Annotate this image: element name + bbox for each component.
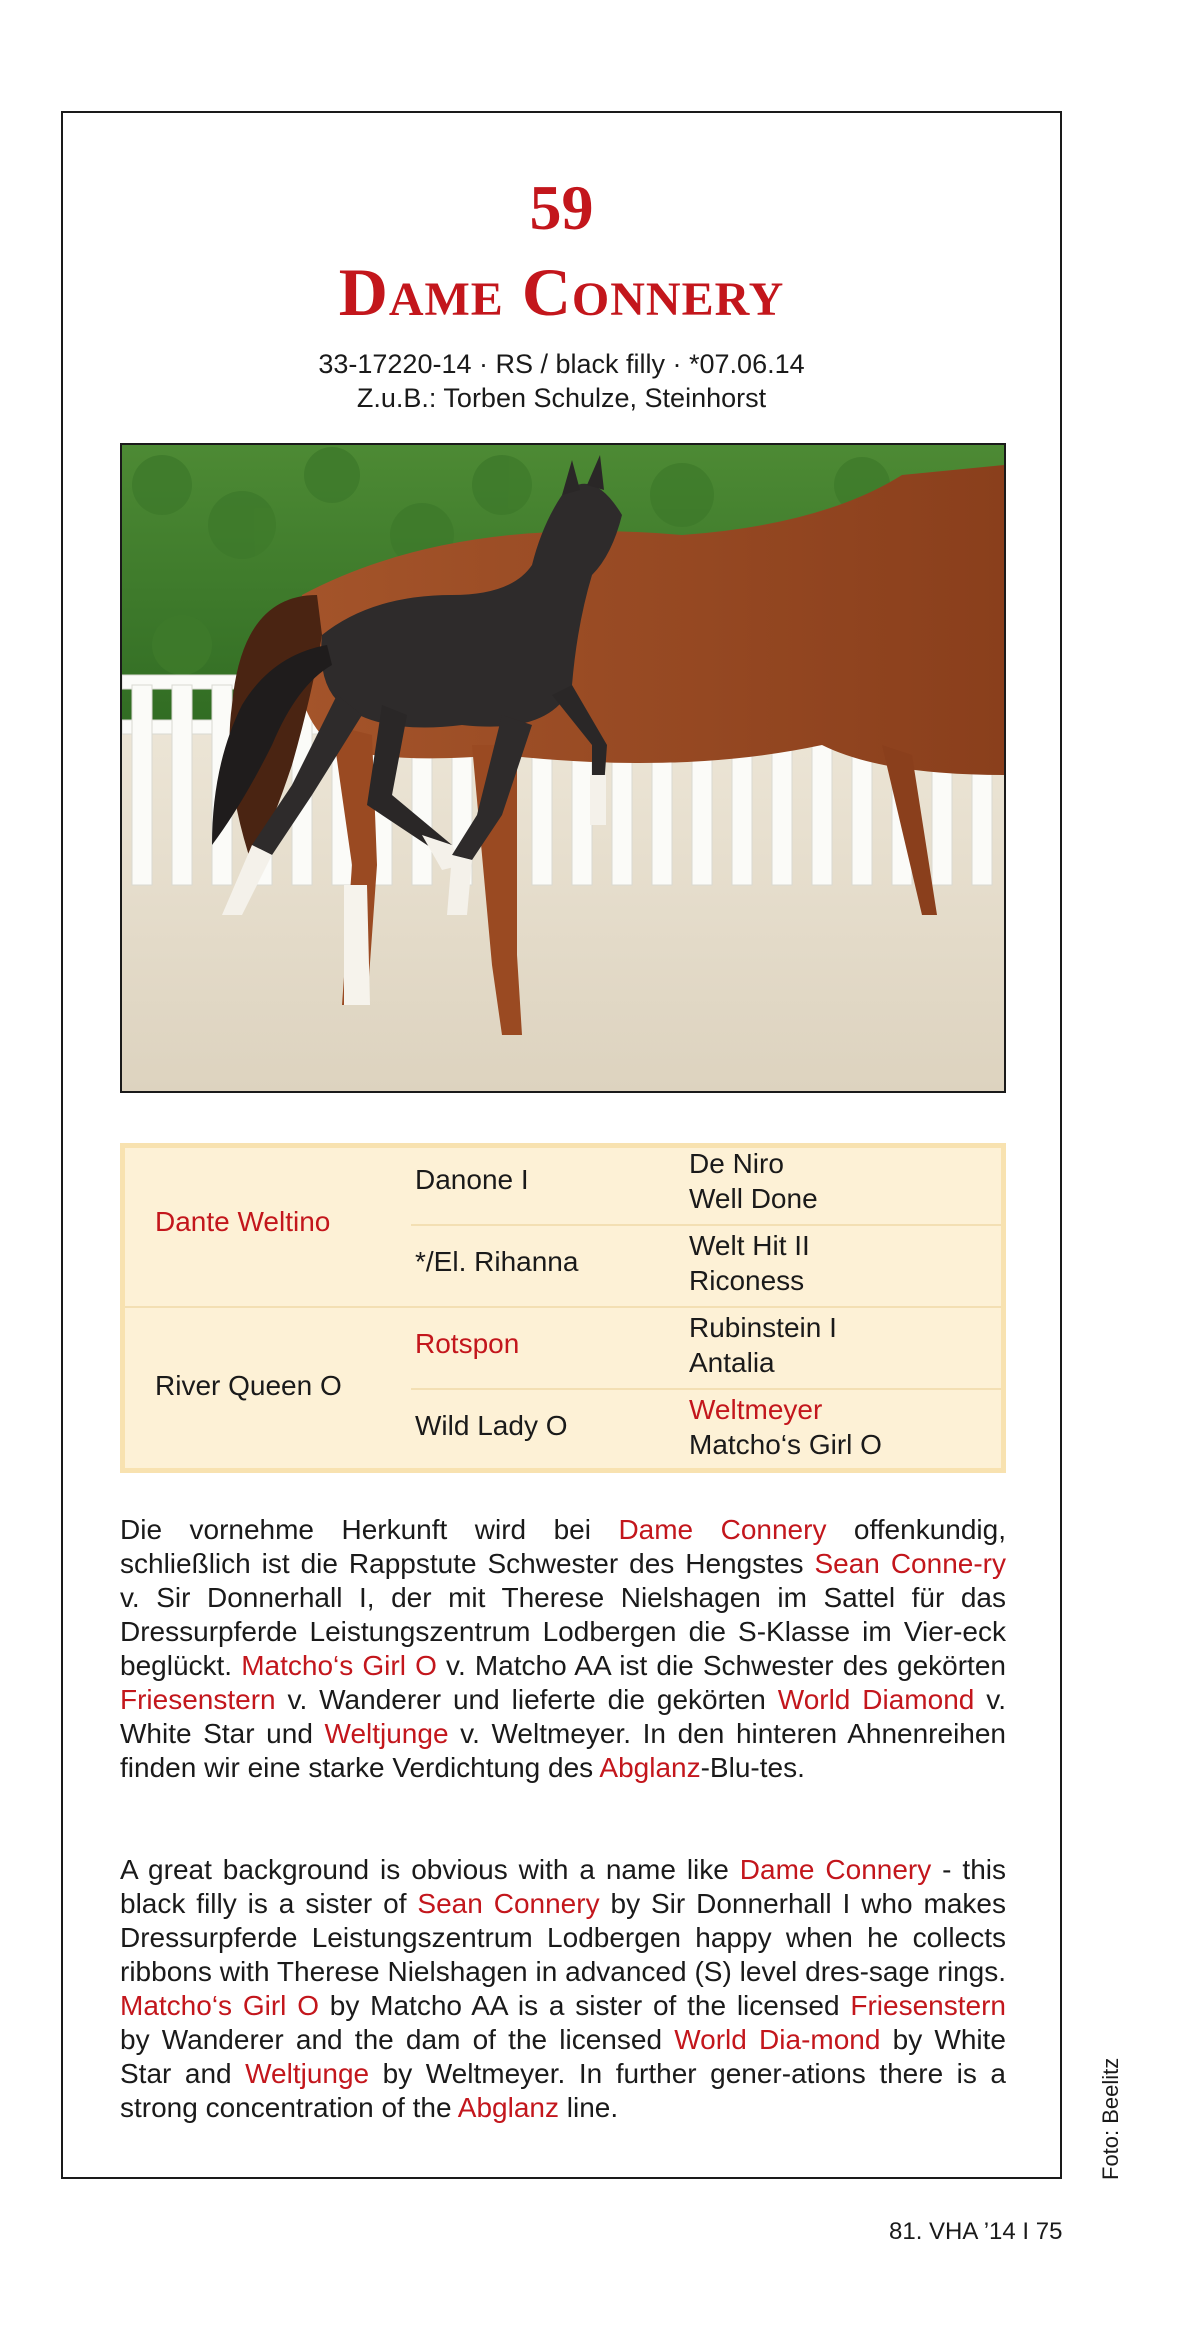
pedigree-sire-sire-sire: De Niro	[689, 1148, 784, 1179]
text-run: v. Sir Donnerhall I, der mit Therese Nielshagen im Sattel für das Dressurpferde Leistungszentrum Lodbergen die S-Klasse im Vier-eck beglückt.	[120, 1582, 1006, 1681]
text-highlight: Matcho‘s Girl O	[241, 1650, 437, 1681]
pedigree-sire-dam-sire: Welt Hit II	[689, 1230, 810, 1261]
text-run: by Weltmeyer. In further gener-ations there is a strong concentration of the	[120, 2058, 1006, 2123]
text-run: -Blu-tes.	[700, 1752, 805, 1783]
description-german	[120, 1513, 1006, 1785]
text-highlight: Dame Connery	[739, 1854, 932, 1885]
text-highlight: World Diamond	[777, 1684, 975, 1715]
text-run: by Wanderer and the dam of the licensed	[120, 2024, 675, 2055]
text-highlight: Friesenstern	[120, 1684, 276, 1715]
text-run: v. White Star und	[120, 1684, 1006, 1749]
text-run: by White Star and	[120, 2024, 1006, 2089]
text-run: - this black filly is a sister of	[120, 1854, 1006, 1919]
pedigree-sire-dam: */El. Rihanna	[415, 1246, 579, 1277]
text-run: A great background is obvious with a name like	[120, 1854, 740, 1885]
lot-card	[61, 111, 1062, 2179]
pedigree-dam: River Queen O	[155, 1370, 342, 1401]
lot-number: 59	[529, 172, 594, 243]
text-highlight: Matcho‘s Girl O	[120, 1990, 319, 2021]
description-english	[120, 1853, 1006, 2125]
text-highlight: Friesenstern	[850, 1990, 1006, 2021]
text-highlight: Weltjunge	[324, 1718, 449, 1749]
pedigree-divider	[125, 1306, 1001, 1308]
pedigree-dam-sire-sire: Rubinstein I	[689, 1312, 837, 1343]
text-run: v. Weltmeyer. In den hinteren Ahnenreihen finden wir eine starke Verdichtung des	[120, 1718, 1006, 1783]
text-run: v. Wanderer und lieferte die gekörten	[275, 1684, 778, 1715]
text-run: by Sir Donnerhall I who makes Dressurpferde Leistungszentrum Lodbergen happy when he collects ribbons with Therese Nielshagen in advanced (S) level dres-sage rings.	[120, 1888, 1006, 1987]
text-highlight: World Dia-mond	[674, 2024, 881, 2055]
page-folio: 81. VHA ’14 I 75	[889, 2218, 1063, 2245]
text-run: v. Matcho AA ist die Schwester des gekörten	[436, 1650, 1006, 1681]
pedigree-sire: Dante Weltino	[155, 1206, 331, 1237]
text-highlight: Weltjunge	[245, 2058, 370, 2089]
pedigree-dam-sire-dam: Antalia	[689, 1347, 775, 1378]
pedigree-sire-dam-dam: Riconess	[689, 1265, 805, 1296]
photo-credit: Foto: Beelitz	[1098, 2057, 1123, 2180]
pedigree-dam-dam: Wild Lady O	[415, 1410, 568, 1441]
pedigree-dam-dam-dam: Matcho‘s Girl O	[689, 1429, 882, 1460]
text-run: by Matcho AA is a sister of the licensed	[318, 1990, 851, 2021]
text-highlight: Dame Connery	[618, 1514, 827, 1545]
text-run: Die vornehme Herkunft wird bei	[120, 1514, 619, 1545]
pedigree-dam-dam-sire: Weltmeyer	[689, 1394, 823, 1425]
text-run: line.	[558, 2092, 619, 2123]
text-highlight: Abglanz	[457, 2092, 559, 2123]
horse-photo	[120, 443, 1006, 1093]
text-highlight: Sean Conne-ry	[814, 1548, 1006, 1579]
horse-name: Dame Connery	[338, 254, 785, 330]
pedigree-sire-sire-dam: Well Done	[689, 1183, 818, 1214]
text-run: offenkundig, schließlich ist die Rappstute Schwester des Hengstes	[120, 1514, 1006, 1579]
pedigree-divider	[411, 1224, 1001, 1226]
pedigree-divider	[411, 1388, 1001, 1390]
horse-details: 33-17220-14 · RS / black filly · *07.06.14	[318, 349, 805, 379]
text-highlight: Abglanz	[599, 1752, 701, 1783]
pedigree-table	[120, 1143, 1006, 1473]
text-highlight: Sean Connery	[417, 1888, 600, 1919]
pedigree-dam-sire: Rotspon	[415, 1328, 520, 1359]
breeder-line: Z.u.B.: Torben Schulze, Steinhorst	[356, 383, 767, 413]
pedigree-sire-sire: Danone I	[415, 1164, 529, 1195]
